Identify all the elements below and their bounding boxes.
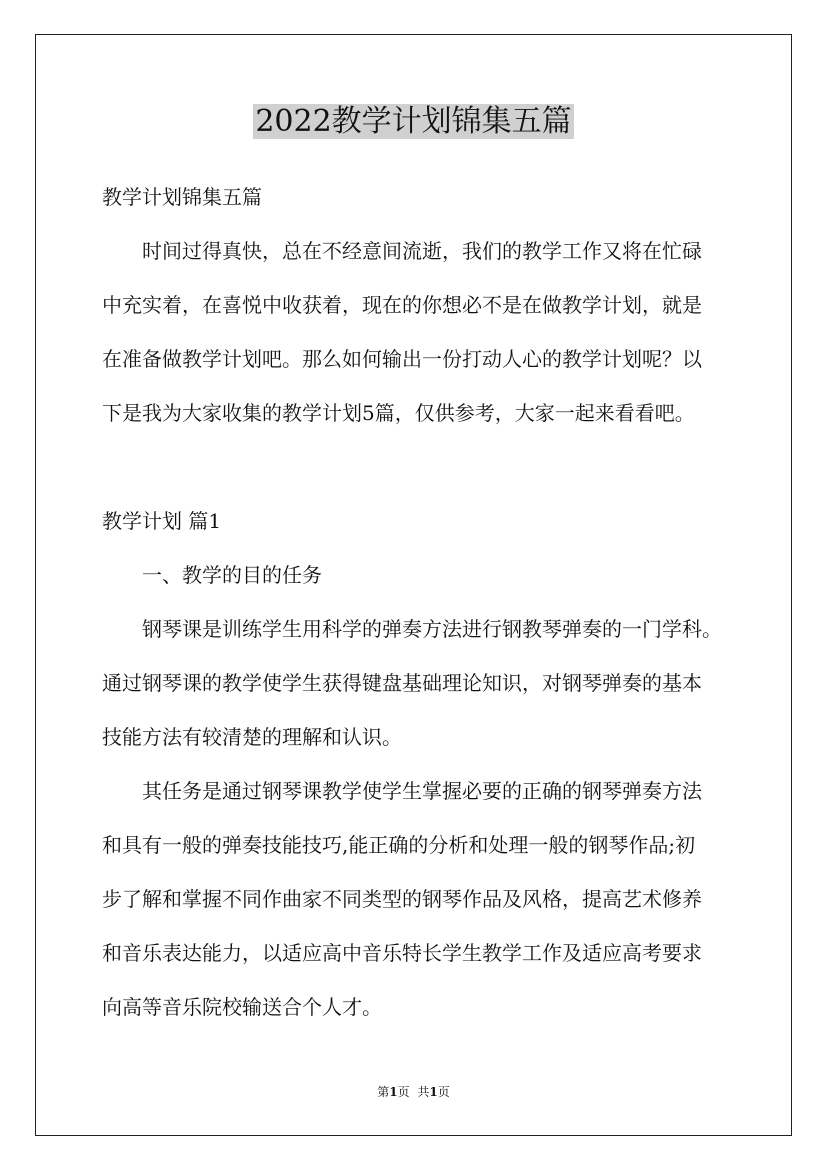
- section-heading: 教学计划 篇1: [102, 509, 222, 533]
- para1-line-1: 钢琴课是训练学生用科学的弹奏方法进行钢教琴弹奏的一门学科。: [142, 617, 722, 641]
- footer-total-suffix: 页: [437, 1085, 450, 1099]
- footer-page-number: 1: [389, 1085, 398, 1099]
- para1-line-2: 通过钢琴课的教学使学生获得键盘基础理论知识，对钢琴弹奏的基本: [102, 671, 702, 695]
- para2-line-3: 步了解和掌握不同作曲家不同类型的钢琴作品及风格，提高艺术修养: [102, 887, 702, 911]
- footer-total-pages: 1: [429, 1085, 438, 1099]
- para2-line-2: 和具有一般的弹奏技能技巧,能正确的分析和处理一般的钢琴作品;初: [102, 833, 696, 857]
- document-title-text: 2022教学计划锦集五篇: [255, 104, 572, 139]
- document-subtitle: 教学计划锦集五篇: [102, 185, 262, 209]
- document-body: [102, 170, 742, 1034]
- footer-page-prefix: 第: [377, 1085, 390, 1099]
- intro-line-3: 在准备做教学计划吧。那么如何输出一份打动人心的教学计划呢？以: [102, 347, 702, 371]
- para1-line-3: 技能方法有较清楚的理解和认识。: [102, 725, 402, 749]
- page-footer: [0, 1082, 827, 1102]
- footer-total-prefix: 共: [417, 1085, 430, 1099]
- intro-line-2: 中充实着，在喜悦中收获着，现在的你想必不是在做教学计划，就是: [102, 293, 702, 317]
- footer-page-suffix: 页: [397, 1085, 410, 1099]
- document-title: [0, 100, 827, 144]
- intro-line-4: 下是我为大家收集的教学计划5篇，仅供参考，大家一起来看看吧。: [102, 401, 695, 425]
- para2-line-4: 和音乐表达能力，以适应高中音乐特长学生教学工作及适应高考要求: [102, 941, 702, 965]
- spacer: [102, 440, 742, 494]
- item-heading: 一、教学的目的任务: [142, 563, 322, 587]
- para2-line-1: 其任务是通过钢琴课教学使学生掌握必要的正确的钢琴弹奏方法: [142, 779, 702, 803]
- intro-line-1: 时间过得真快，总在不经意间流逝，我们的教学工作又将在忙碌: [142, 239, 702, 263]
- para2-line-5: 向高等音乐院校输送合个人才。: [102, 995, 382, 1019]
